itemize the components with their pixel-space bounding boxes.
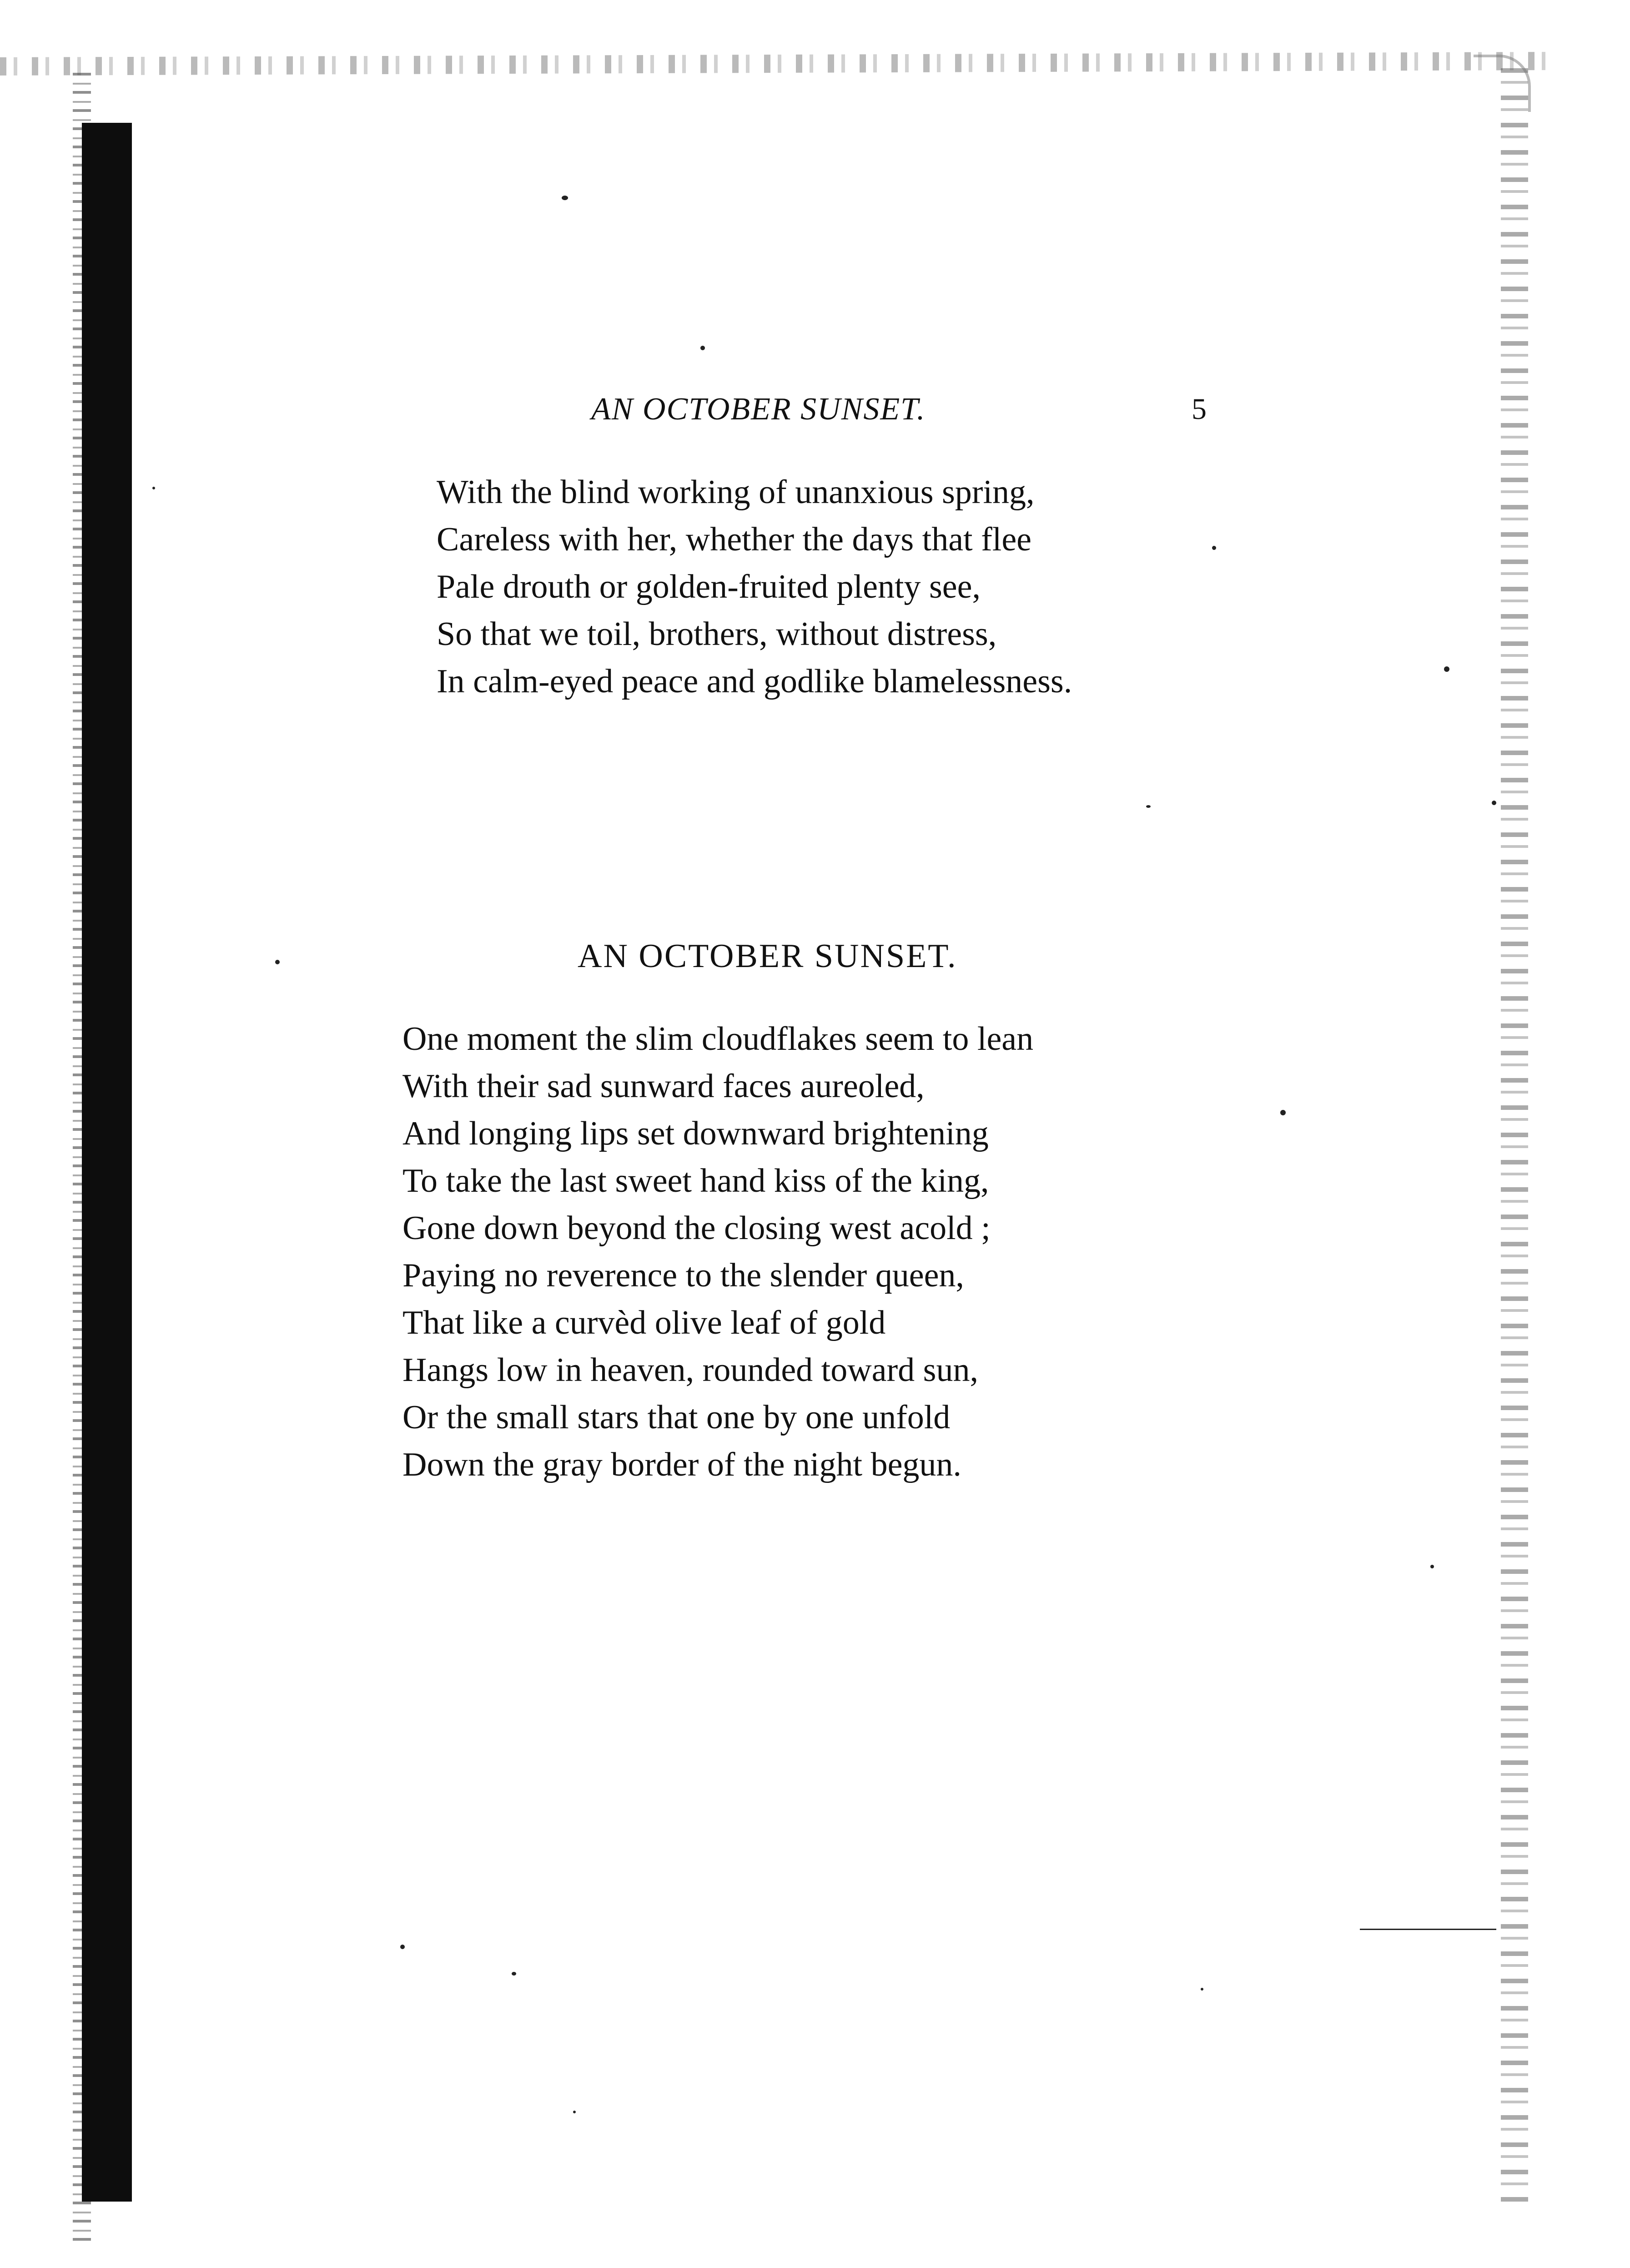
print-speck — [1201, 1988, 1203, 1991]
poem-line: So that we toil, brothers, without distress, — [437, 615, 997, 653]
print-speck — [573, 2111, 576, 2113]
poem-line: Hangs low in heaven, rounded toward sun, — [402, 1351, 978, 1389]
poem-line: Pale drouth or golden-fruited plenty see, — [437, 568, 981, 605]
print-speck — [152, 487, 155, 489]
poem-line: Gone down beyond the closing west acold ; — [402, 1210, 991, 1247]
continued-stanza — [437, 469, 1072, 705]
poem-line: With their sad sunward faces aureoled, — [402, 1068, 925, 1105]
print-speck — [1280, 1110, 1286, 1115]
book-spine-shadow — [82, 123, 132, 2202]
print-speck — [562, 196, 568, 200]
page-right-edge — [1501, 68, 1528, 2206]
page-number: 5 — [1192, 393, 1207, 426]
poem-line: Careless with her, whether the days that flee — [437, 521, 1032, 558]
print-speck — [400, 1945, 405, 1949]
poem-line: In calm-eyed peace and godlike blamelessness. — [437, 663, 1072, 700]
poem-line: Paying no reverence to the slender queen, — [402, 1257, 964, 1294]
poem-line: That like a curvèd olive leaf of gold — [402, 1304, 886, 1341]
print-speck — [700, 346, 705, 350]
margin-rule — [1360, 1929, 1496, 1930]
running-head-title: AN OCTOBER SUNSET. — [591, 392, 926, 427]
poem-line: To take the last sweet hand kiss of the king, — [402, 1162, 989, 1200]
print-speck — [1212, 546, 1216, 550]
print-speck — [1444, 666, 1449, 672]
poem-line: And longing lips set downward brightening — [402, 1115, 989, 1152]
print-speck — [1492, 801, 1496, 805]
print-speck — [1430, 1565, 1434, 1568]
page-top-edge — [0, 52, 1555, 76]
poem-line: With the blind working of unanxious spring, — [437, 474, 1035, 511]
print-speck — [275, 960, 280, 964]
poem-line: Or the small stars that one by one unfold — [402, 1399, 951, 1436]
print-speck — [512, 1972, 516, 1976]
print-speck — [1146, 805, 1151, 808]
poem-stanza — [402, 1015, 1033, 1488]
poem-line: One moment the slim cloudflakes seem to lean — [402, 1020, 1034, 1058]
poem-title: AN OCTOBER SUNSET. — [578, 937, 957, 975]
poem-line: Down the gray border of the night begun. — [402, 1446, 961, 1483]
